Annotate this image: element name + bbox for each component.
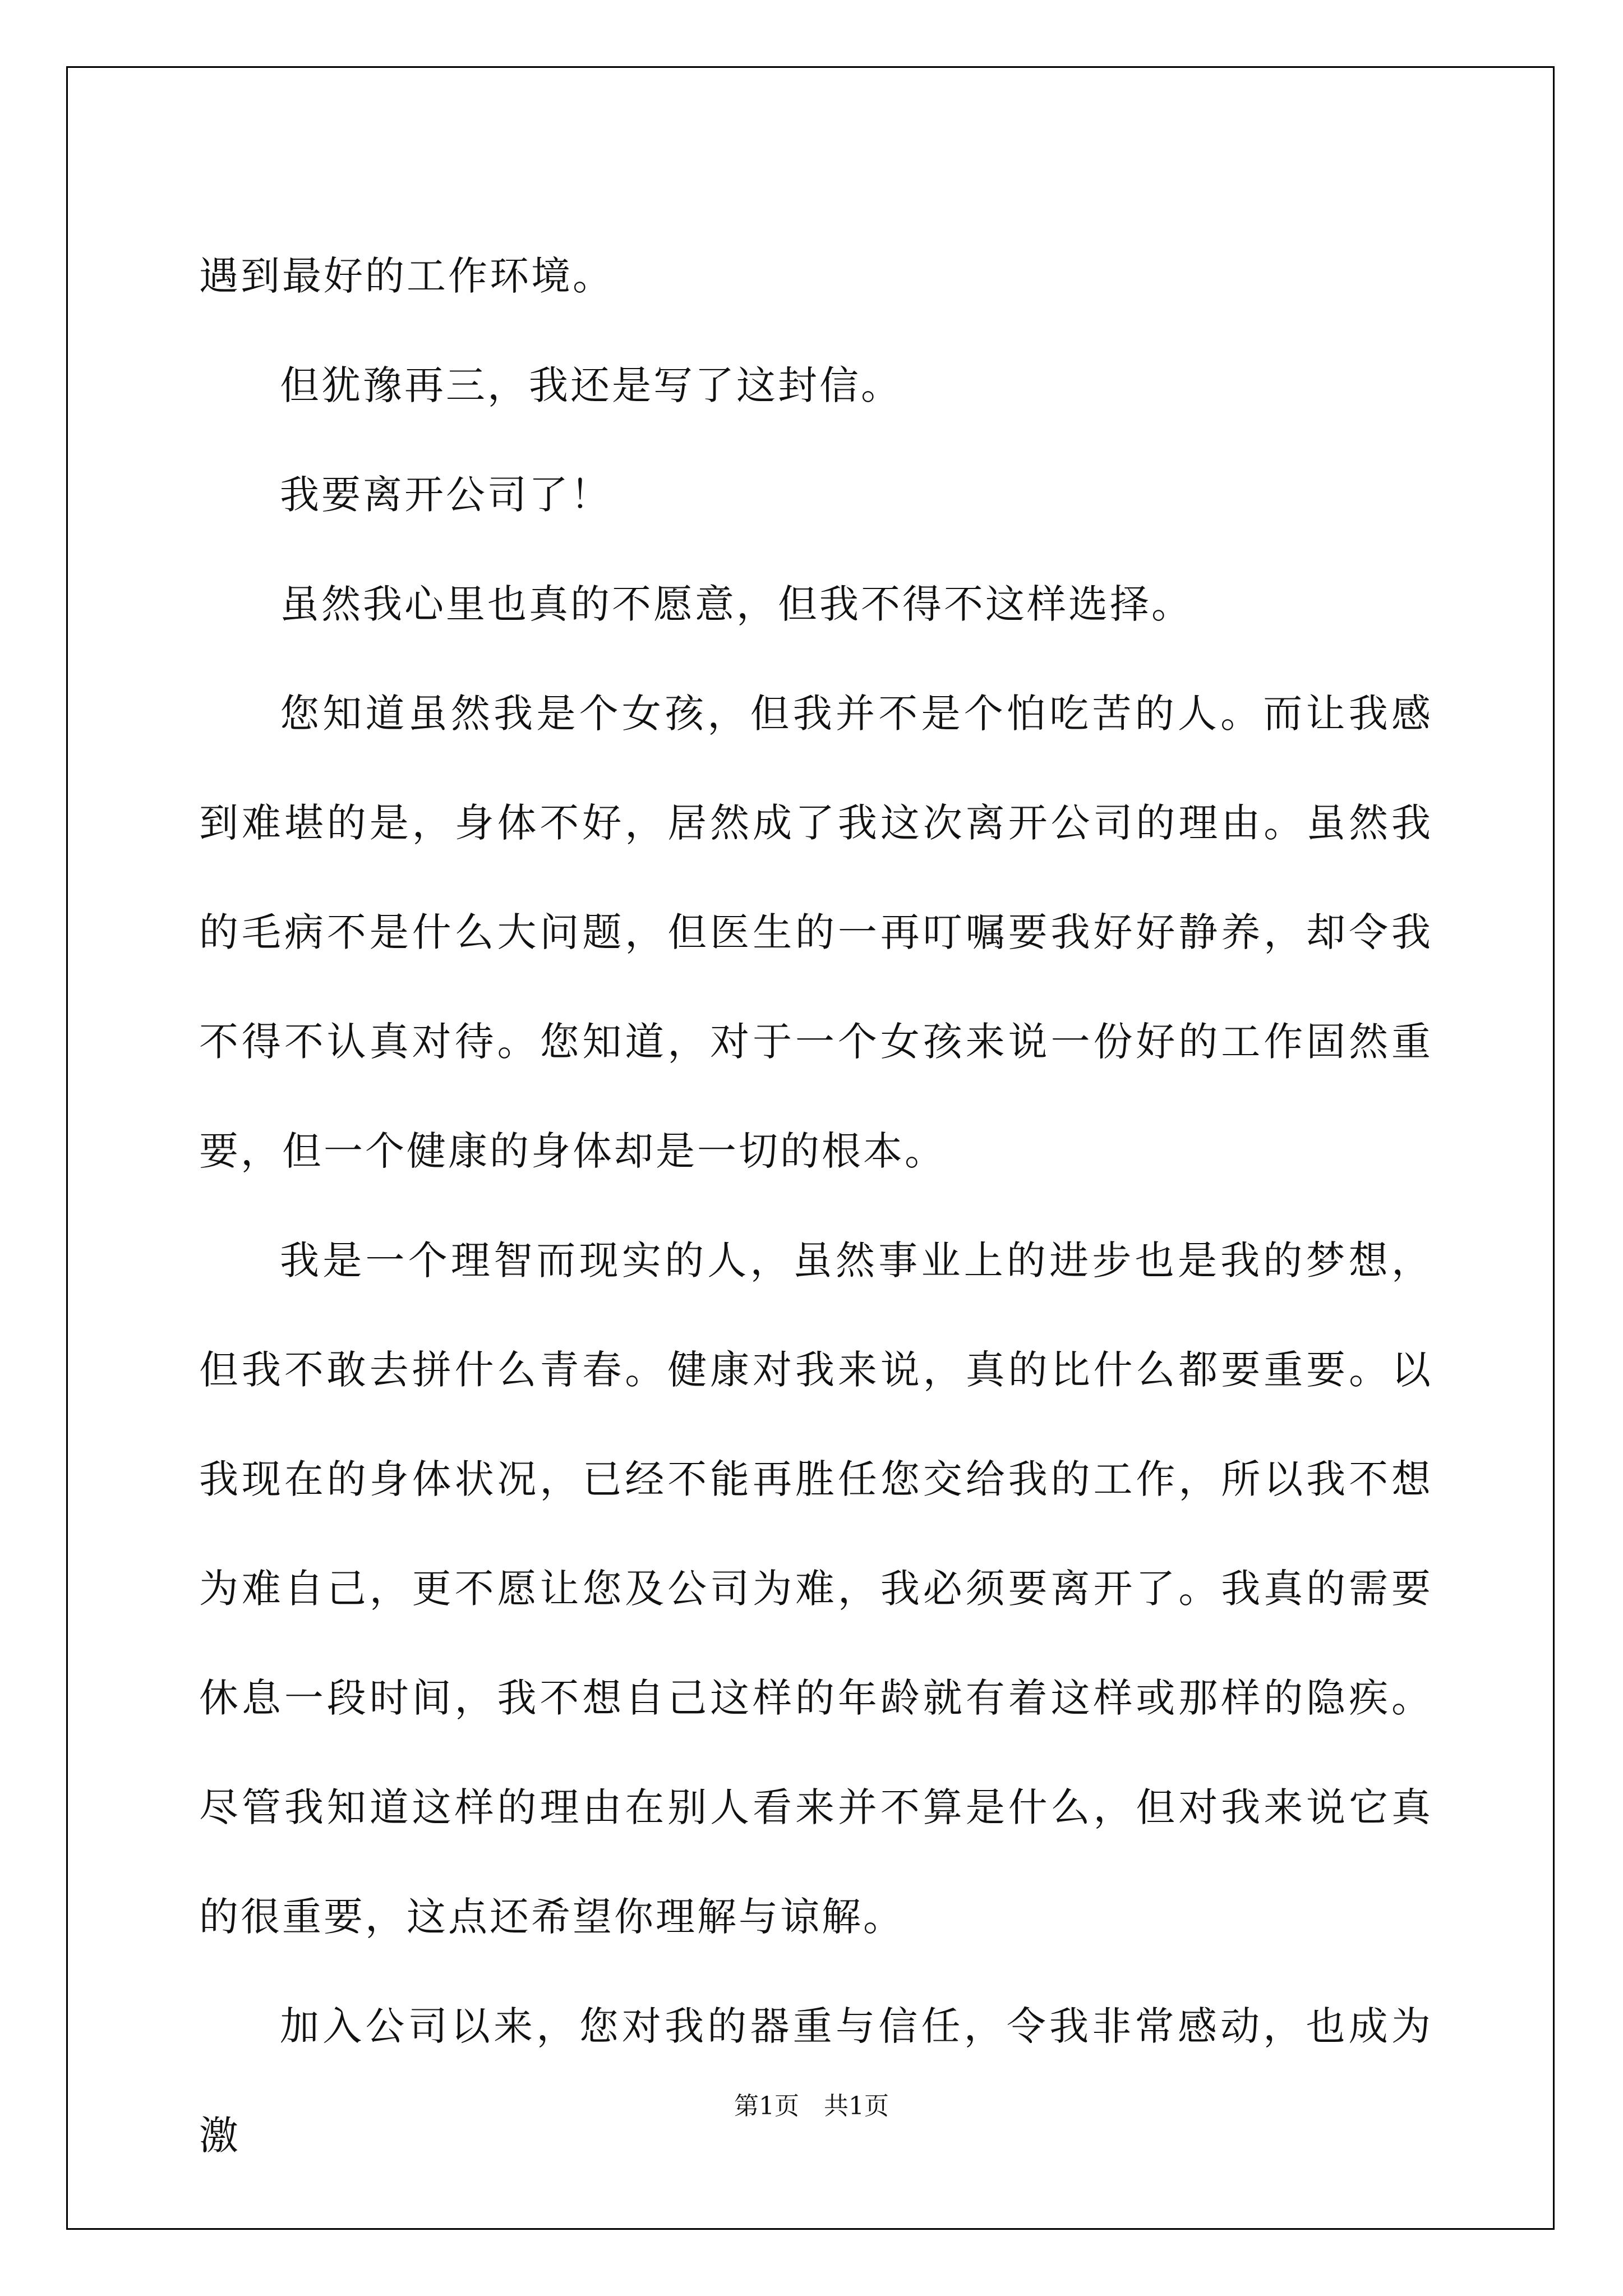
document-body [199, 222, 1433, 2191]
paragraph-1: 遇到最好的工作环境。 [199, 253, 614, 299]
paragraph-2: 但犹豫再三，我还是写了这封信。 [280, 362, 902, 408]
paragraph-7: 加入公司以来，您对我的器重与信任，令我非常感动，也成为激 [199, 2003, 1433, 2159]
paragraph-4: 虽然我心里也真的不愿意，但我不得不这样选择。 [280, 581, 1193, 627]
paragraph-3: 我要离开公司了！ [280, 472, 612, 518]
paragraph-5: 您知道虽然我是个女孩，但我并不是个怕吃苦的人。而让我感到难堪的是，身体不好，居然成了我这次离开公司的理由。虽然我的毛病不是什么大问题，但医生的一再叮嘱要我好好静养，却令我不得不认真对待。您知道，对于一个女孩来说一份好的工作固然重要，但一个健康的身体却是一切的根本。 [199, 691, 1433, 1174]
paragraph-6: 我是一个理智而现实的人，虽然事业上的进步也是我的梦想，但我不敢去拼什么青春。健康对我来说，真的比什么都要重要。以我现在的身体状况，已经不能再胜任您交给我的工作，所以我不想为难自己，更不愿让您及公司为难，我必须要离开了。我真的需要休息一段时间，我不想自己这样的年龄就有着这样或那样的隐疾。尽管我知道这样的理由在别人看来并不算是什么，但对我来说它真的很重要，这点还希望你理解与谅解。 [199, 1237, 1433, 1940]
page-footer: 第1页 共1页 [734, 2092, 889, 2120]
